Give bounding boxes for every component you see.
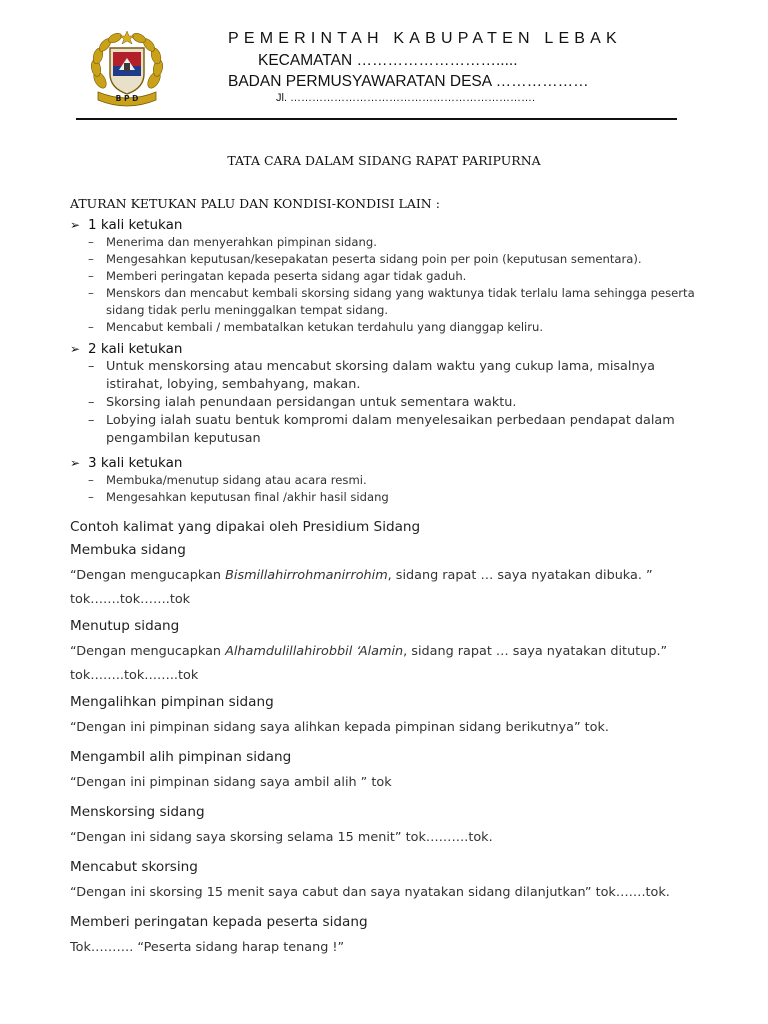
- arrow-bullet-icon: ➢: [70, 456, 81, 470]
- example-text: “Dengan ini sidang saya skorsing selama 15 menit” tok……….tok.: [70, 830, 493, 845]
- examples-heading: Contoh kalimat yang dipakai oleh Presidium Sidang: [70, 519, 421, 535]
- kecamatan-line: KECAMATAN ……………………….....: [258, 52, 518, 69]
- example-lift-suspension: [70, 858, 710, 905]
- example-text: “Dengan ini pimpinan sidang saya ambil alih ” tok: [70, 775, 392, 790]
- bpd-emblem-logo: [86, 28, 168, 110]
- example-title: Menskorsing sidang: [70, 804, 205, 820]
- example-text: Tok………. “Peserta sidang harap tenang !”: [70, 940, 345, 955]
- bpd-name-line: BADAN PERMUSYAWARATAN DESA ………………: [228, 73, 589, 90]
- example-title: Memberi peringatan kepada peserta sidang: [70, 914, 368, 930]
- document-title: TATA CARA DALAM SIDANG RAPAT PARIPURNA: [227, 153, 541, 168]
- letterhead-divider: [76, 118, 677, 120]
- list-item: – Menskors dan mencabut kembali skorsing sidang yang waktunya tidak terlalu lama sehingga peserta sidang tidak perlu meninggalkan tempat sidang.: [88, 286, 695, 317]
- example-title: Mengambil alih pimpinan sidang: [70, 749, 292, 765]
- example-title: Mengalihkan pimpinan sidang: [70, 694, 274, 710]
- list-item: – Skorsing ialah penundaan persidangan untuk sementara waktu.: [88, 395, 517, 410]
- example-text: “Dengan mengucapkan Alhamdulillahirobbil ‘Alamin, sidang rapat … saya nyatakan ditutup.” tok……..tok……..tok: [70, 644, 668, 683]
- example-title: Menutup sidang: [70, 618, 180, 634]
- list-item: – Mengesahkan keputusan/kesepakatan peserta sidang poin per poin (keputusan sementara).: [88, 252, 642, 266]
- list-item: – Membuka/menutup sidang atau acara resmi.: [88, 473, 367, 487]
- example-warn-participants: [70, 913, 710, 960]
- arrow-bullet-icon: ➢: [70, 342, 81, 356]
- list-item: – Mengesahkan keputusan final /akhir hasil sidang: [88, 490, 389, 504]
- list-item: – Menerima dan menyerahkan pimpinan sidang.: [88, 235, 377, 249]
- svg-text:B P D: B P D: [115, 94, 139, 103]
- knock-item-list: [70, 358, 710, 448]
- knock-group-3: [70, 454, 710, 506]
- list-item: – Memberi peringatan kepada peserta sidang agar tidak gaduh.: [88, 269, 467, 283]
- government-name: PEMERINTAH KABUPATEN LEBAK: [228, 30, 622, 47]
- address-line: Jl. ………………………………………………………….: [276, 92, 536, 104]
- example-open-session: [70, 541, 710, 612]
- example-close-session: [70, 617, 710, 688]
- knock-item-list: [70, 234, 710, 336]
- example-take-over-leadership: [70, 748, 710, 795]
- rules-heading: ATURAN KETUKAN PALU DAN KONDISI-KONDISI LAIN :: [70, 196, 440, 211]
- knock-group-title: ➢ 2 kali ketukan: [70, 341, 183, 357]
- example-suspend-session: [70, 803, 710, 850]
- knock-group-title: ➢ 1 kali ketukan: [70, 217, 183, 233]
- example-text: “Dengan mengucapkan Bismillahirrohmanirrohim, sidang rapat … saya nyatakan dibuka. ” tok…….tok…….tok: [70, 568, 653, 607]
- knock-group-title: ➢ 3 kali ketukan: [70, 455, 183, 471]
- knock-group-2: [70, 340, 710, 448]
- example-transfer-leadership: [70, 693, 710, 740]
- example-text: “Dengan ini skorsing 15 menit saya cabut dan saya nyatakan sidang dilanjutkan” tok…….tok.: [70, 885, 670, 900]
- list-item: – Untuk menskorsing atau mencabut skorsing dalam waktu yang cukup lama, misalnya istirahat, lobying, sembahyang, makan.: [88, 359, 655, 392]
- knock-group-1: [70, 216, 710, 336]
- list-item: – Lobying ialah suatu bentuk kompromi dalam menyelesaikan perbedaan pendapat dalam pengambilan keputusan: [88, 413, 675, 446]
- example-title: Membuka sidang: [70, 542, 186, 558]
- knock-item-list: [70, 472, 710, 506]
- arrow-bullet-icon: ➢: [70, 218, 81, 232]
- example-title: Mencabut skorsing: [70, 859, 198, 875]
- list-item: – Mencabut kembali / membatalkan ketukan terdahulu yang dianggap keliru.: [88, 320, 544, 334]
- example-text: “Dengan ini pimpinan sidang saya alihkan kepada pimpinan sidang berikutnya” tok.: [70, 720, 609, 735]
